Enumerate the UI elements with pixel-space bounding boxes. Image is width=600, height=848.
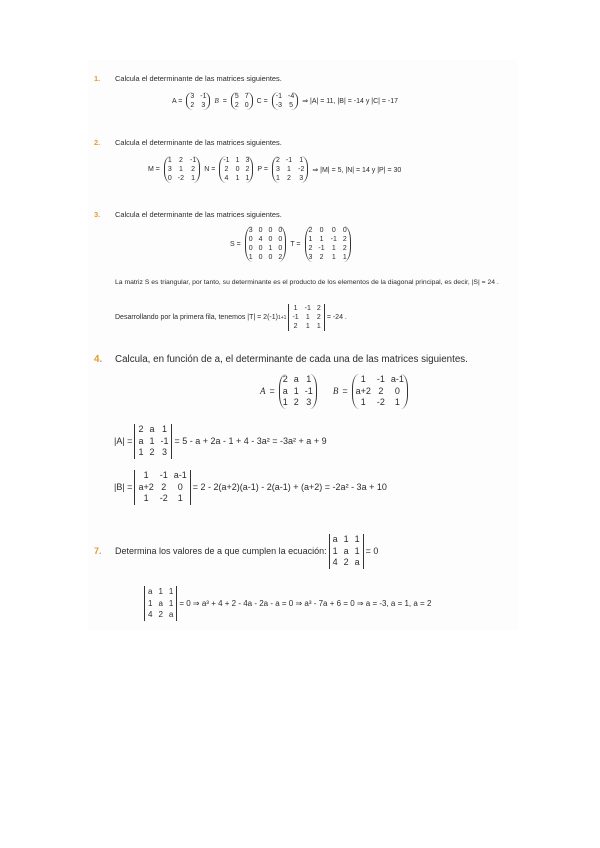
matrix-entry: -1 xyxy=(190,157,197,164)
matrix-entry: 0 xyxy=(268,236,273,243)
matrix-entry: 1 xyxy=(342,254,347,261)
matrix-entry: 0 xyxy=(278,236,283,243)
matrix-entry: -1 xyxy=(318,245,325,252)
development-determinant xyxy=(288,304,324,331)
matrix-B xyxy=(352,374,408,409)
exercise-question: Determina los valores de a que cumplen la ecuación: xyxy=(115,546,327,557)
exercise-number: 2. xyxy=(94,138,101,147)
determinant-A-label: |A| = xyxy=(114,436,133,447)
matrix-entry: 7 xyxy=(244,93,249,100)
matrix-entry: 1 xyxy=(331,254,336,261)
matrix-entry: 2 xyxy=(282,374,288,384)
matrix-entry: a+2 xyxy=(355,385,371,396)
matrix-entry: -1 xyxy=(159,470,168,480)
matrix-entry: 3 xyxy=(275,166,280,173)
exercise-1-formula: A = 3 -1 2 3 B = 5 7 2 0 C = -1 -4 -3 5 ⇒ |A| = 11, |B| = -14 y |C| = -17 xyxy=(172,93,399,109)
equation-rhs: = 0 xyxy=(365,546,379,557)
matrix-entry: -1 xyxy=(223,157,230,164)
matrix-entry: -1 xyxy=(275,93,282,100)
matrix-N xyxy=(219,156,253,183)
matrix-entry: 1 xyxy=(158,587,163,596)
exercise-number: 3. xyxy=(94,210,101,219)
matrix-entry: 2 xyxy=(224,166,229,173)
matrix-entry: 1 xyxy=(332,545,338,556)
matrix-entry: 1 xyxy=(394,397,400,407)
matrix-entry: 1 xyxy=(305,323,310,330)
exercise-7-solution xyxy=(142,586,431,621)
matrix-entry: 3 xyxy=(167,166,172,173)
matrix-entry: 1 xyxy=(235,175,240,182)
matrix-entry: 4 xyxy=(332,557,338,567)
exercise-4-matrices: A = 2 a 1 a 1 -1 1 2 3 B = 1 -1 a-1 a+2 2 0 1 -2 1 xyxy=(258,374,410,409)
matrix-entry: -1 xyxy=(376,374,385,384)
matrix-entry: 1 xyxy=(360,374,366,384)
matrix-entry: 1 xyxy=(191,175,196,182)
matrix-entry: -2 xyxy=(298,166,305,173)
matrix-entry: 2 xyxy=(308,227,313,234)
matrix-entry: 0 xyxy=(331,227,336,234)
matrix-entry: 0 xyxy=(278,245,283,252)
matrix-entry: 1 xyxy=(305,314,310,321)
matrix-entry: 3 xyxy=(308,254,313,261)
matrix-entry: 0 xyxy=(342,227,347,234)
matrix-entry: 1 xyxy=(268,245,273,252)
matrix-entry: -2 xyxy=(376,397,385,407)
matrix-entry: -1 xyxy=(200,93,207,100)
matrix-entry: 3 xyxy=(299,175,304,182)
matrix-entry: -2 xyxy=(159,493,168,503)
matrix-entry: a xyxy=(354,557,360,567)
matrix-entry: 1 xyxy=(308,236,313,243)
development-line xyxy=(115,304,347,331)
matrix-entry: 1 xyxy=(178,166,183,173)
matrix-entry: a-1 xyxy=(173,470,187,480)
matrix-B xyxy=(231,92,253,110)
matrix-entry: 2 xyxy=(316,314,321,321)
matrix-entry: -3 xyxy=(275,102,282,109)
matrix-T xyxy=(305,226,351,262)
matrix-entry: 0 xyxy=(258,245,263,252)
solution-determinant xyxy=(144,586,177,621)
matrix-entry: 1 xyxy=(161,424,167,434)
matrix-entry: 1 xyxy=(248,254,253,261)
matrix-entry: 1 xyxy=(343,534,349,544)
matrix-entry: 3 xyxy=(306,397,312,407)
matrix-entry: 2 xyxy=(149,447,155,457)
matrix-entry: 0 xyxy=(248,245,253,252)
matrix-C xyxy=(272,92,298,110)
matrix-M xyxy=(164,156,200,183)
matrix-entry: 2 xyxy=(378,385,384,396)
exercise-page xyxy=(88,60,518,630)
matrix-entry: 2 xyxy=(293,397,299,407)
matrix-entry: 2 xyxy=(293,323,298,330)
matrix-entry: 2 xyxy=(234,102,239,109)
matrix-entry: 1 xyxy=(354,534,360,544)
determinant-B-line xyxy=(114,470,387,505)
exercise-number: 7. xyxy=(94,546,102,557)
matrix-entry: 1 xyxy=(293,305,298,312)
development-result: = -24 . xyxy=(326,314,347,321)
matrix-entry: a xyxy=(149,424,155,434)
matrix-entry: 1 xyxy=(149,435,155,446)
matrix-entry: 1 xyxy=(319,236,324,243)
matrix-entry: 2 xyxy=(191,166,196,173)
determinant-A-line xyxy=(114,424,327,459)
matrix-entry: 1 xyxy=(168,598,174,608)
matrix-entry: 2 xyxy=(316,305,321,312)
matrix-entry: a xyxy=(168,610,174,619)
matrix-A xyxy=(186,92,210,110)
matrix-entry: 1 xyxy=(331,245,336,252)
solution-text: = 0 ⇒ a³ + 4 + 2 - 4a - 2a - a = 0 ⇒ a³ - 7a + 6 = 0 ⇒ a = -3, a = 1, a = 2 xyxy=(179,598,432,608)
matrix-entry: 1 xyxy=(282,397,288,407)
matrix-entry: 2 xyxy=(287,175,291,182)
matrix-entry: a xyxy=(343,545,349,556)
exercise-question: Calcula, en función de a, el determinante de cada una de las matrices siguientes. xyxy=(115,354,468,365)
matrix-entry: 0 xyxy=(244,102,249,109)
matrix-entry: 0 xyxy=(268,254,273,261)
matrix-entry: 1 xyxy=(235,157,240,164)
explanation-text: La matriz S es triangular, por tanto, su determinante es el producto de los elementos de la diagonal principal, es decir, |S| = 24 . xyxy=(115,279,499,286)
matrix-entry: 0 xyxy=(258,254,263,261)
matrix-entry: 3 xyxy=(245,157,250,164)
matrix-entry: 0 xyxy=(177,481,183,492)
matrix-entry: 2 xyxy=(342,236,347,243)
matrix-entry: 4 xyxy=(258,236,263,243)
matrix-entry: 3 xyxy=(201,102,206,109)
matrix-entry: 1 xyxy=(306,374,312,384)
matrix-entry: a xyxy=(158,598,163,608)
matrix-entry: a xyxy=(148,587,153,596)
matrix-entry: 3 xyxy=(248,227,253,234)
matrix-entry: 1 xyxy=(143,493,149,503)
matrix-entry: 1 xyxy=(293,385,299,396)
matrix-entry: 3 xyxy=(161,447,167,457)
development-exponent: 1+1 xyxy=(277,314,287,321)
matrix-entry: 1 xyxy=(245,175,250,182)
exercise-question: Calcula el determinante de las matrices siguientes. xyxy=(115,74,282,83)
matrix-entry: 2 xyxy=(161,481,167,492)
matrix-entry: a+2 xyxy=(138,481,154,492)
matrix-entry: 1 xyxy=(143,470,149,480)
matrix-entry: 1 xyxy=(287,166,291,173)
matrix-entry: -1 xyxy=(304,385,313,396)
exercise-question: Calcula el determinante de las matrices siguientes. xyxy=(115,138,282,147)
result-text: ⇒ |M| = 5, |N| = 14 y |P| = 30 xyxy=(312,166,402,174)
matrix-entry: -1 xyxy=(160,435,169,446)
exercise-number: 1. xyxy=(94,74,101,83)
matrix-entry: -1 xyxy=(285,157,293,164)
matrix-entry: 1 xyxy=(138,447,144,457)
determinant-A xyxy=(134,424,172,459)
exercise-3-formula: S = 3 0 0 0 0 4 0 0 0 0 1 0 1 0 0 2 T = 2 0 0 0 1 1 -1 2 2 -1 1 2 3 2 1 1 xyxy=(228,226,353,262)
matrix-entry: 0 xyxy=(167,175,172,182)
matrix-entry: 5 xyxy=(289,102,294,109)
matrix-entry: 0 xyxy=(268,227,273,234)
matrix-entry: 4 xyxy=(148,610,153,619)
matrix-entry: 0 xyxy=(258,227,263,234)
matrix-entry: 2 xyxy=(275,157,280,164)
matrix-entry: 3 xyxy=(190,93,195,100)
exercise-7-statement xyxy=(94,534,378,569)
matrix-entry: 0 xyxy=(248,236,253,243)
matrix-entry: a xyxy=(293,374,299,384)
determinant-B-label: |B| = xyxy=(114,482,133,493)
matrix-entry: -4 xyxy=(287,93,295,100)
matrix-entry: 2 xyxy=(308,245,313,252)
matrix-entry: 2 xyxy=(190,102,195,109)
matrix-entry: 1 xyxy=(168,587,174,596)
matrix-entry: 0 xyxy=(278,227,283,234)
equation-determinant xyxy=(329,534,364,569)
matrix-entry: 2 xyxy=(178,157,183,164)
matrix-entry: 5 xyxy=(234,93,239,100)
matrix-entry: 1 xyxy=(316,323,321,330)
matrix-entry: 2 xyxy=(278,254,283,261)
matrix-entry: 1 xyxy=(360,397,366,407)
matrix-entry: 1 xyxy=(177,493,183,503)
matrix-entry: 2 xyxy=(342,245,347,252)
matrix-entry: 2 xyxy=(319,254,324,261)
matrix-entry: 0 xyxy=(235,166,240,173)
matrix-entry: 1 xyxy=(354,545,360,556)
matrix-entry: 0 xyxy=(319,227,324,234)
matrix-entry: -1 xyxy=(330,236,337,243)
matrix-entry: -2 xyxy=(177,175,185,182)
matrix-entry: a xyxy=(332,534,338,544)
matrix-entry: a-1 xyxy=(390,374,404,384)
matrix-entry: 1 xyxy=(167,157,172,164)
determinant-B xyxy=(134,470,190,505)
exercise-number: 4. xyxy=(94,354,103,365)
development-prefix: Desarrollando por la primera fila, tenemos |T| = 2(-1) xyxy=(115,314,278,321)
matrix-entry: 2 xyxy=(158,610,163,619)
matrix-entry: -1 xyxy=(292,314,299,321)
determinant-B-result: = 2 - 2(a+2)(a-1) - 2(a-1) + (a+2) = -2a² - 3a + 10 xyxy=(192,482,387,493)
result-text: ⇒ |A| = 11, |B| = -14 y |C| = -17 xyxy=(302,98,399,105)
exercise-2-formula: M = 1 2 -1 3 1 2 0 -2 1 N = -1 1 3 2 0 2 4 1 1 P = 2 -1 1 3 1 -2 1 2 3 ⇒ |M| = 5, |N| = 14 y |P| = 30 xyxy=(148,157,402,182)
matrix-entry: 1 xyxy=(148,598,153,608)
matrix-entry: -1 xyxy=(304,305,311,312)
matrix-S xyxy=(245,226,287,262)
matrix-entry: a xyxy=(282,385,288,396)
matrix-entry: a xyxy=(138,435,144,446)
matrix-entry: 2 xyxy=(245,166,250,173)
matrix-entry: 1 xyxy=(275,175,280,182)
exercise-question: Calcula el determinante de las matrices siguientes. xyxy=(115,210,282,219)
matrix-entry: 4 xyxy=(224,175,229,182)
determinant-A-result: = 5 - a + 2a - 1 + 4 - 3a² = -3a² + a + 9 xyxy=(174,436,327,447)
matrix-entry: 1 xyxy=(299,157,304,164)
matrix-P xyxy=(272,156,308,183)
matrix-A xyxy=(279,374,317,409)
matrix-entry: 2 xyxy=(343,557,349,567)
matrix-entry: 2 xyxy=(138,424,144,434)
matrix-entry: 0 xyxy=(394,385,400,396)
